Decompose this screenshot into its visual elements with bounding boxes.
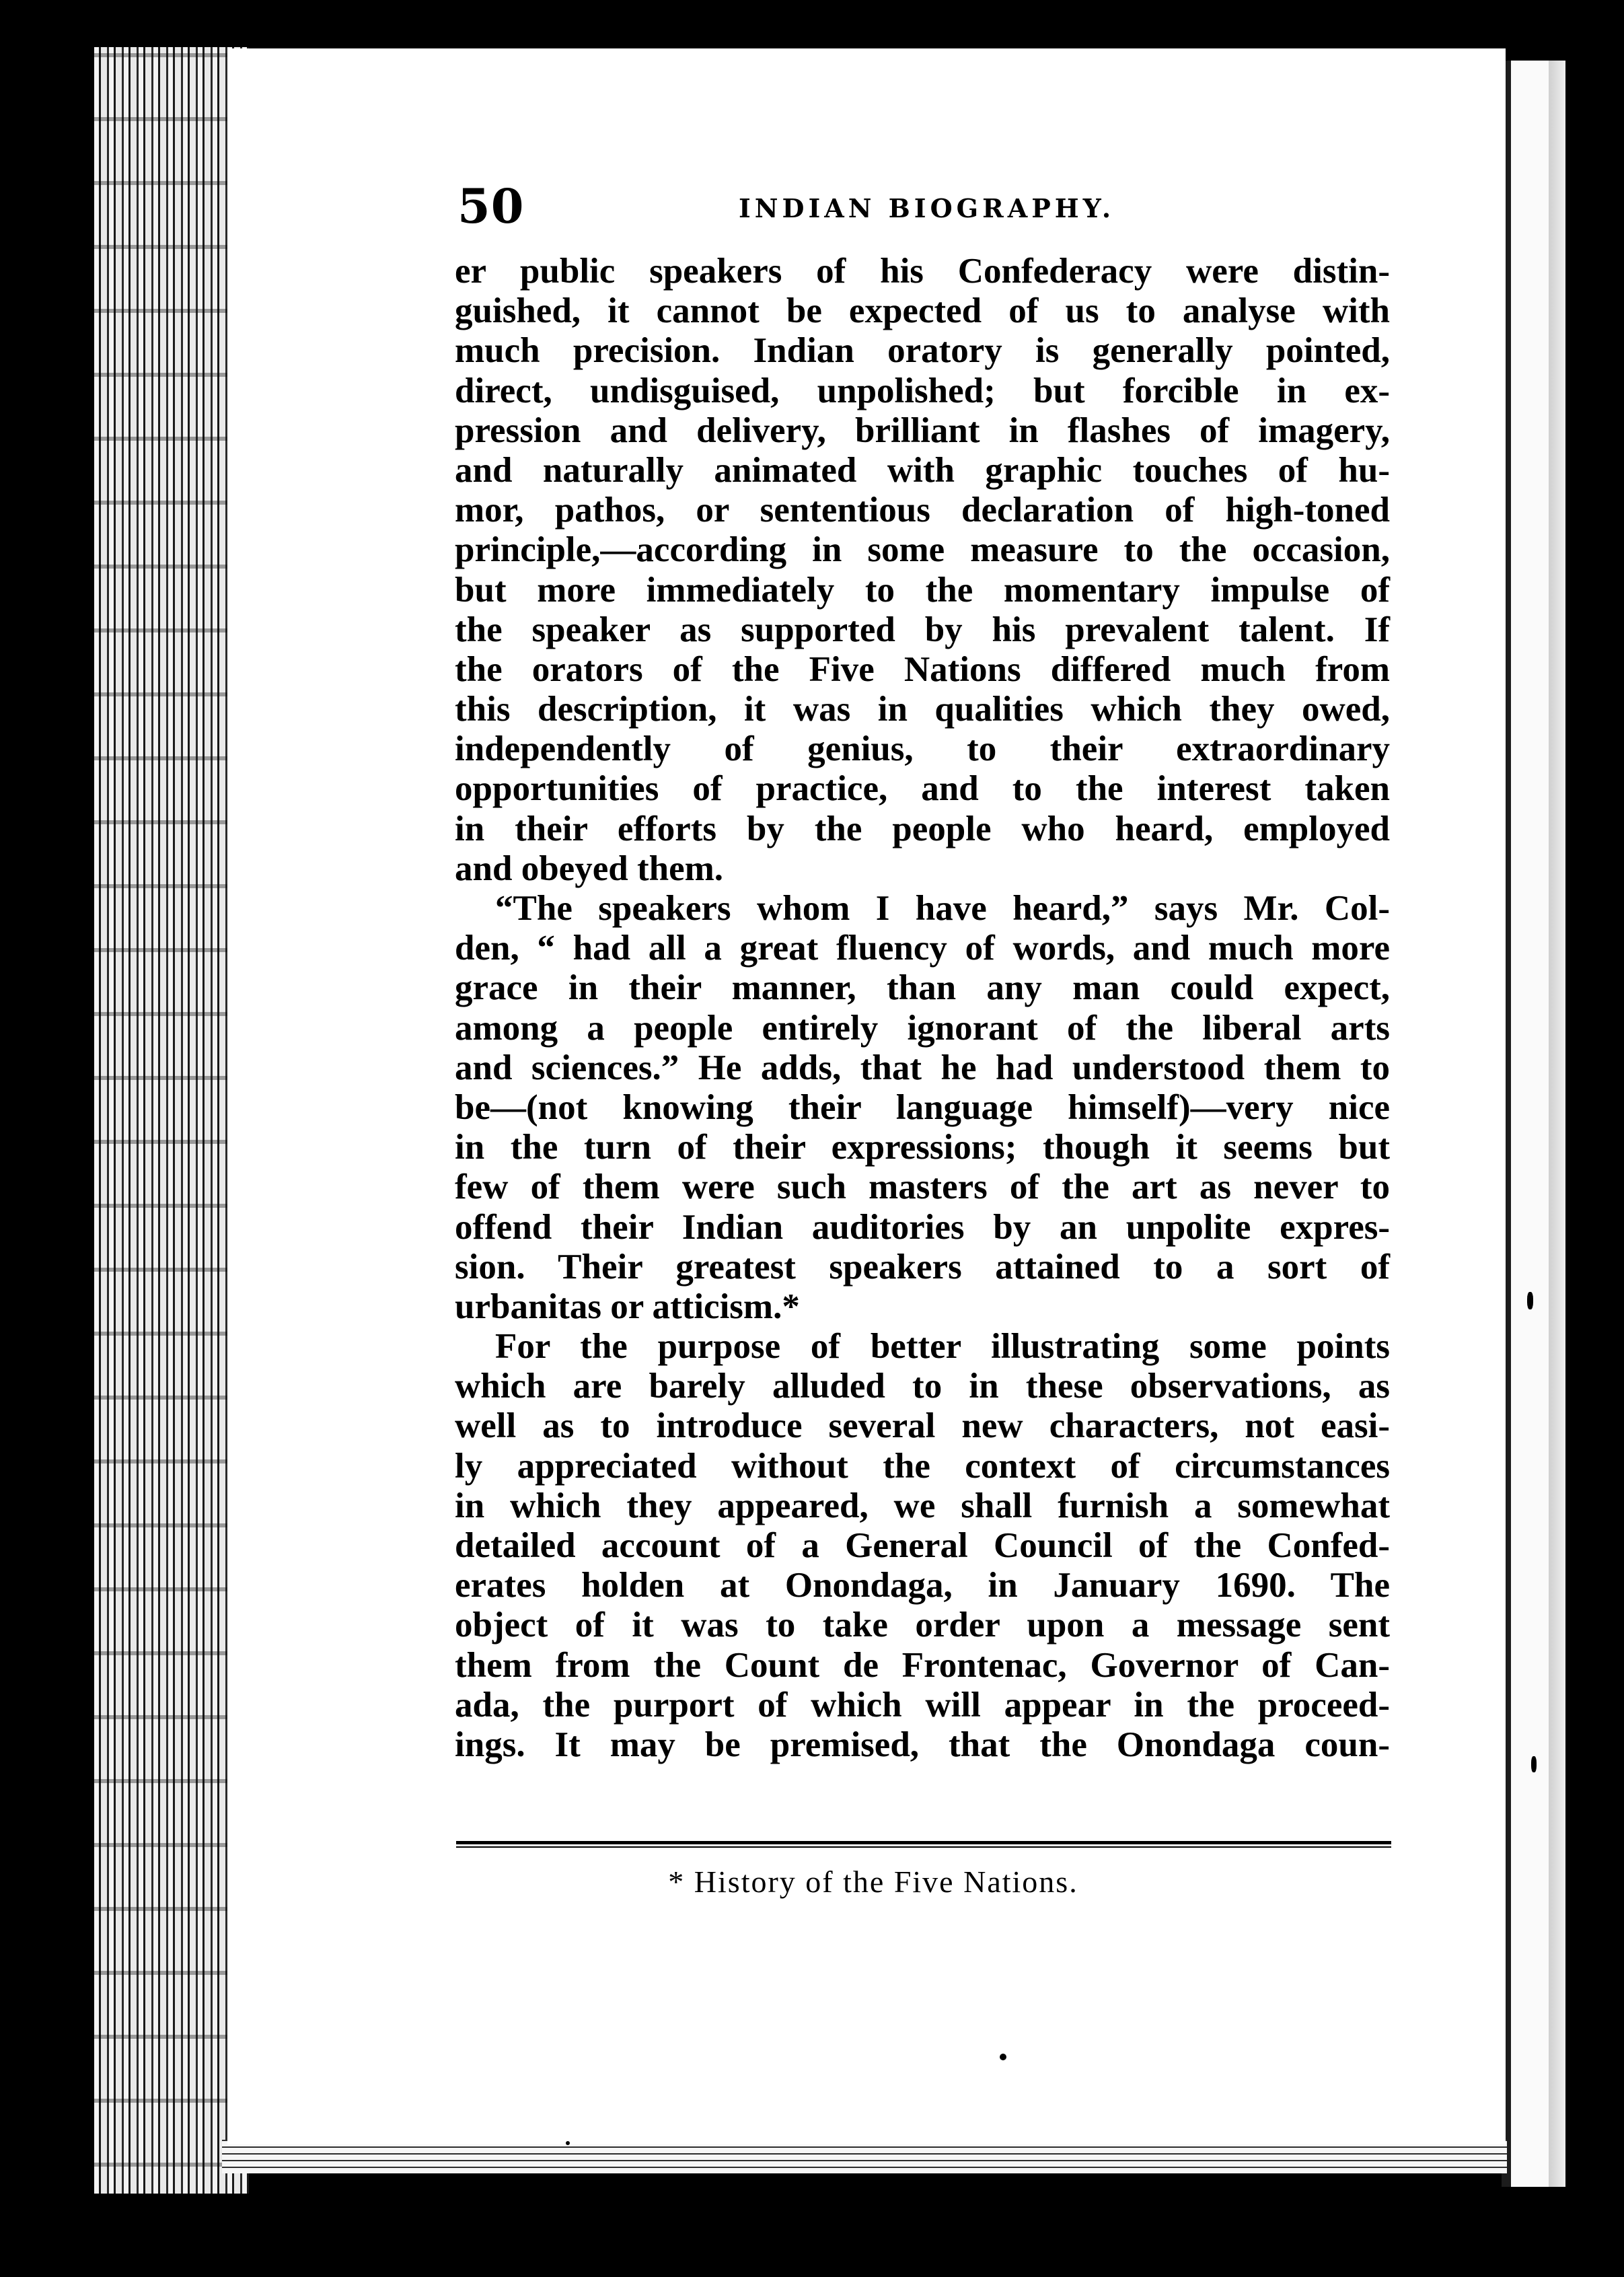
text-line: and obeyed them. xyxy=(455,848,724,888)
text-line: pression and delivery, brilliant in flashes of imagery, xyxy=(455,410,1390,450)
text-line: opportunities of practice, and to the interest taken xyxy=(455,769,1390,809)
right-page-edge xyxy=(1502,61,1565,2187)
text-line: erates holden at Onondaga, in January 1690. The xyxy=(455,1566,1390,1605)
left-page-edges-shading xyxy=(94,47,249,2194)
running-head: INDIAN BIOGRAPHY. xyxy=(739,193,1115,223)
ink-speck xyxy=(1527,1292,1533,1309)
body-text xyxy=(455,252,1390,1765)
text-line: in their efforts by the people who heard, employed xyxy=(455,809,1390,848)
text-line: the orators of the Five Nations differed much from xyxy=(455,649,1390,689)
text-line: ings. It may be premised, that the Onondaga coun- xyxy=(455,1725,1390,1764)
text-line: well as to introduce several new characters, not easi- xyxy=(455,1406,1390,1446)
footnote-rule-thin xyxy=(456,1846,1391,1848)
ink-speck xyxy=(1000,2054,1006,2060)
text-line: be—(not knowing their language himself)—very nice xyxy=(455,1087,1390,1127)
footnote: * History of the Five Nations. xyxy=(668,1865,1078,1899)
ink-speck xyxy=(566,2141,570,2145)
text-line: which are barely alluded to in these observations, as xyxy=(455,1367,1390,1406)
text-line: and sciences.” He adds, that he had understood them to xyxy=(455,1048,1390,1087)
text-line: in the turn of their expressions; though it seems but xyxy=(455,1128,1390,1167)
text-line: guished, it cannot be expected of us to analyse with xyxy=(455,291,1390,331)
text-line: detailed account of a General Council of the Confed- xyxy=(455,1526,1390,1565)
text-line: independently of genius, to their extraordinary xyxy=(455,729,1390,769)
text-line: principle,—according in some measure to the occasion, xyxy=(455,530,1390,570)
text-line: this description, it was in qualities which they owed, xyxy=(455,690,1390,729)
text-line: in which they appeared, we shall furnish a somewhat xyxy=(455,1486,1390,1525)
text-line: but more immediately to the momentary impulse of xyxy=(455,570,1390,610)
bottom-page-edges xyxy=(222,2140,1507,2173)
text-line: them from the Count de Frontenac, Governor of Can- xyxy=(455,1645,1390,1685)
text-line: offend their Indian auditories by an unpolite expres- xyxy=(455,1207,1390,1247)
text-line: the speaker as supported by his prevalent talent. If xyxy=(455,610,1390,649)
text-line: and naturally animated with graphic touches of hu- xyxy=(455,450,1390,490)
text-line: few of them were such masters of the art as never to xyxy=(455,1167,1390,1207)
text-line: ly appreciated without the context of circumstances xyxy=(455,1446,1390,1486)
text-line: mor, pathos, or sententious declaration of high-toned xyxy=(455,491,1390,530)
book-page xyxy=(227,48,1506,2144)
text-line: For the purpose of better illustrating some points xyxy=(495,1327,1390,1367)
text-line: ada, the purport of which will appear in the proceed- xyxy=(455,1685,1390,1725)
text-line: direct, undisguised, unpolished; but forcible in ex- xyxy=(455,371,1390,410)
text-line: “The speakers whom I have heard,” says Mr. Col- xyxy=(495,889,1390,928)
text-line: much precision. Indian oratory is generally pointed, xyxy=(455,331,1390,371)
page-number: 50 xyxy=(457,178,525,234)
footnote-rule xyxy=(456,1841,1391,1844)
text-line: urbanitas or atticism.* xyxy=(455,1287,800,1326)
text-line: object of it was to take order upon a message sent xyxy=(455,1605,1390,1645)
text-line: sion. Their greatest speakers attained to a sort of xyxy=(455,1247,1390,1287)
text-line: grace in their manner, than any man could expect, xyxy=(455,968,1390,1008)
page-header xyxy=(227,170,1506,244)
text-line: den, “ had all a great fluency of words, and much more xyxy=(455,929,1390,968)
ink-speck xyxy=(1531,1756,1537,1772)
text-line: er public speakers of his Confederacy were distin- xyxy=(455,252,1390,291)
text-line: among a people entirely ignorant of the liberal arts xyxy=(455,1008,1390,1048)
